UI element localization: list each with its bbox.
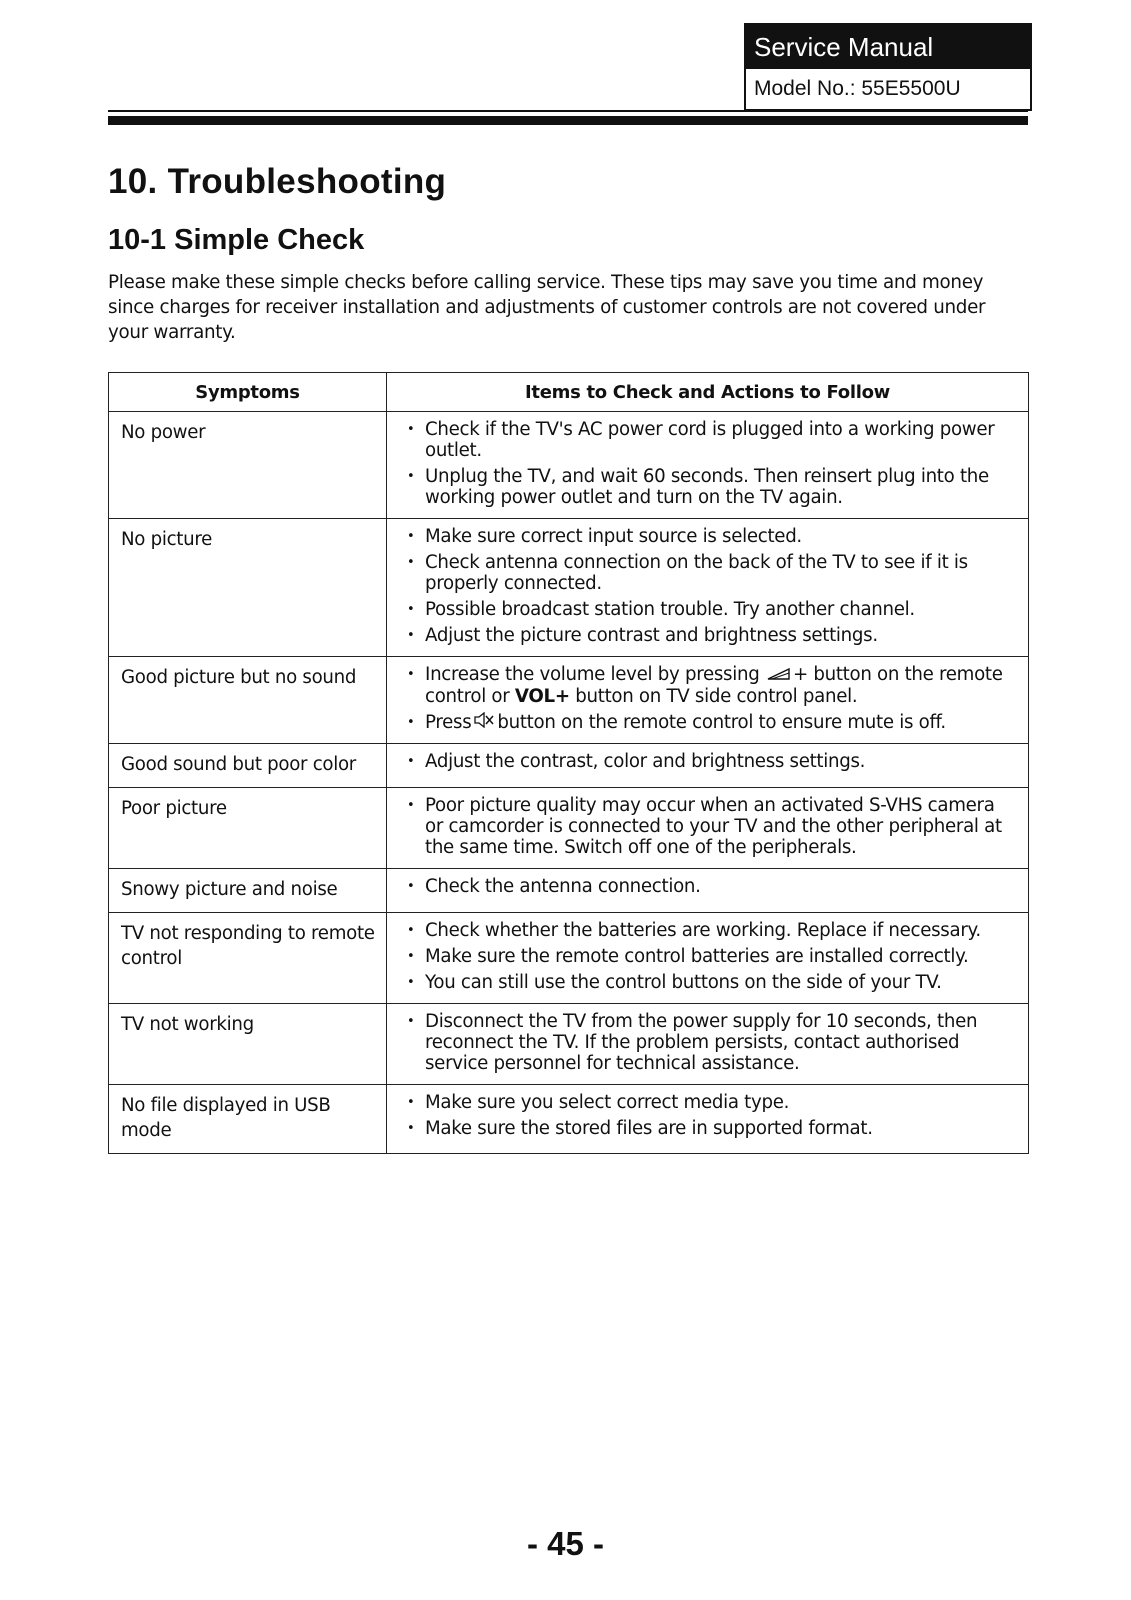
table-header-row	[109, 373, 1029, 412]
table-row	[109, 913, 1029, 1004]
symptom-cell: TV not working	[109, 1004, 387, 1085]
action-item: • Check if the TV's AC power cord is plugged into a working power outlet.	[407, 419, 1018, 461]
actions-cell	[387, 657, 1029, 744]
table-row	[109, 744, 1029, 788]
mute-icon	[474, 712, 494, 733]
intro-paragraph: Please make these simple checks before calling service. These tips may save you time and money since charges for receiver installation and adjustments of customer controls are not covered under your warranty.	[108, 272, 986, 343]
header-rule-thick	[108, 116, 1028, 125]
action-item: • Poor picture quality may occur when an activated S-VHS camera or camcorder is connected to your TV and the other peripheral at the same time. Switch off one of the peripherals.	[407, 795, 1018, 858]
subsection-title: 10-1 Simple Check	[108, 224, 365, 256]
actions-cell	[387, 1085, 1029, 1154]
actions-cell	[387, 788, 1029, 869]
section-title: 10. Troubleshooting	[108, 162, 447, 201]
column-header-actions: Items to Check and Actions to Follow	[387, 373, 1029, 412]
table-row	[109, 869, 1029, 913]
action-item: • Make sure the stored files are in supported format.	[407, 1118, 1018, 1139]
header-title: Service Manual	[746, 25, 1030, 69]
symptom-cell: Good picture but no sound	[109, 657, 387, 744]
actions-cell	[387, 744, 1029, 788]
vol-plus-label: VOL+	[514, 685, 570, 707]
action-item: • Check antenna connection on the back of the TV to see if it is properly connected.	[407, 552, 1018, 594]
symptom-cell: No picture	[109, 519, 387, 657]
table-row	[109, 788, 1029, 869]
action-item: • Adjust the contrast, color and brightness settings.	[407, 751, 1018, 772]
header-box	[744, 23, 1032, 111]
actions-cell	[387, 412, 1029, 519]
action-item: • Adjust the picture contrast and brightness settings.	[407, 625, 1018, 646]
actions-cell	[387, 913, 1029, 1004]
symptom-cell: No file displayed in USB mode	[109, 1085, 387, 1154]
table-row	[109, 412, 1029, 519]
actions-cell	[387, 869, 1029, 913]
action-text-post: button on the remote control to ensure mute is off.	[497, 711, 946, 733]
actions-cell	[387, 519, 1029, 657]
table-row	[109, 657, 1029, 744]
action-item	[407, 712, 1018, 734]
volume-up-icon	[767, 665, 791, 686]
symptom-cell: TV not responding to remote control	[109, 913, 387, 1004]
action-text-pre: Press	[425, 711, 472, 733]
actions-cell	[387, 1004, 1029, 1085]
action-item: • Possible broadcast station trouble. Try another channel.	[407, 599, 1018, 620]
action-item: • Check whether the batteries are working. Replace if necessary.	[407, 920, 1018, 941]
action-text-mid: + button on the remote control or	[425, 664, 1003, 707]
page-number: - 45 -	[526, 1525, 605, 1562]
header-rule-thin	[108, 110, 1028, 112]
troubleshooting-table	[108, 372, 1029, 1154]
action-item: • Make sure you select correct media type.	[407, 1092, 1018, 1113]
action-item: • You can still use the control buttons on the side of your TV.	[407, 972, 1018, 993]
action-item: • Check the antenna connection.	[407, 876, 1018, 897]
table-row	[109, 519, 1029, 657]
action-item: • Make sure correct input source is selected.	[407, 526, 1018, 547]
action-text-pre: Increase the volume level by pressing	[425, 664, 760, 685]
model-number: Model No.: 55E5500U	[754, 77, 961, 100]
action-item: • Make sure the remote control batteries are installed correctly.	[407, 946, 1018, 967]
table-row	[109, 1004, 1029, 1085]
table-row	[109, 1085, 1029, 1154]
symptom-cell: Poor picture	[109, 788, 387, 869]
action-item	[407, 664, 1018, 707]
action-text-post: button on TV side control panel.	[575, 685, 858, 707]
action-item: • Disconnect the TV from the power supply for 10 seconds, then reconnect the TV. If the problem persists, contact authorised service personnel for technical assistance.	[407, 1011, 1018, 1074]
symptom-cell: Good sound but poor color	[109, 744, 387, 788]
symptom-cell: Snowy picture and noise	[109, 869, 387, 913]
action-item: • Unplug the TV, and wait 60 seconds. Then reinsert plug into the working power outlet and turn on the TV again.	[407, 466, 1018, 508]
column-header-symptoms: Symptoms	[109, 373, 387, 412]
symptom-cell: No power	[109, 412, 387, 519]
